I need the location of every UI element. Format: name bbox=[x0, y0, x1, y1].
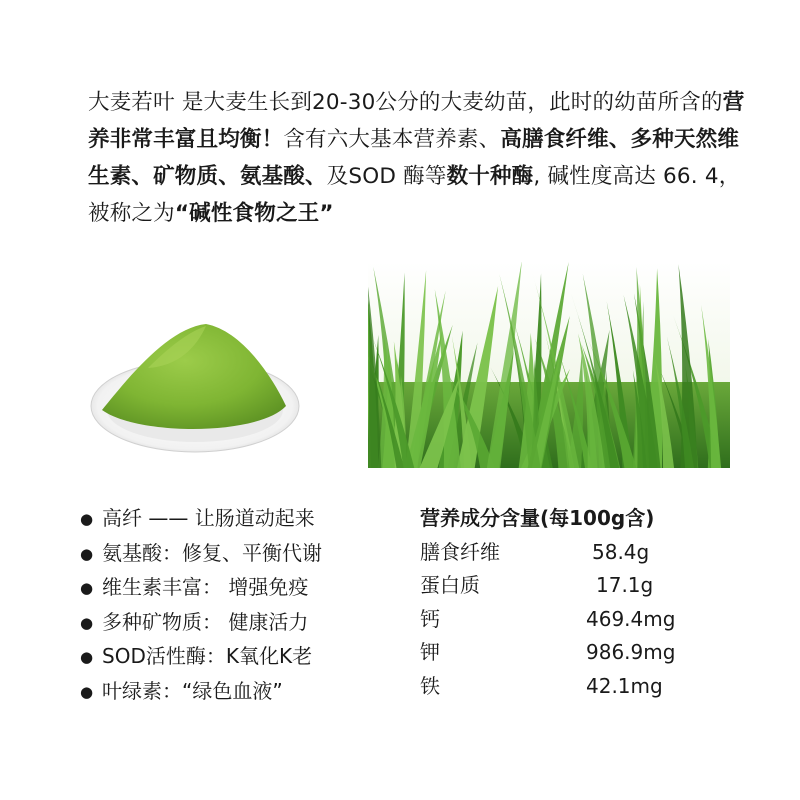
bullet-icon: ● bbox=[80, 510, 94, 528]
nutrition-row bbox=[420, 670, 750, 704]
intro-segment-bold: “碱性食物之王” bbox=[174, 201, 334, 226]
nutrition-row bbox=[420, 603, 750, 637]
nutrient-name: 膳食纤维 bbox=[420, 539, 500, 564]
barley-grass-image bbox=[368, 262, 730, 468]
nutrition-row bbox=[420, 636, 750, 670]
nutrient-name: 钾 bbox=[420, 640, 440, 664]
barley-powder-image bbox=[88, 318, 302, 458]
intro-segment-bold: 高膳食纤维、多种天然维生素、矿物质、氨基酸、 bbox=[88, 127, 740, 189]
feature-text: SOD活性酶：K氧化K老 bbox=[102, 644, 313, 668]
feature-text: 氨基酸：修复、平衡代谢 bbox=[102, 540, 322, 565]
feature-item bbox=[80, 675, 400, 710]
nutrient-name: 铁 bbox=[420, 673, 440, 698]
nutrient-name: 钙 bbox=[420, 606, 440, 631]
nutrient-value: 17.1g bbox=[596, 573, 654, 597]
feature-text: 维生素丰富： 增强免疫 bbox=[102, 575, 309, 599]
bullet-icon: ● bbox=[80, 648, 94, 666]
feature-text: 叶绿素：“绿色血液” bbox=[102, 678, 283, 703]
feature-text: 多种矿物质： 健康活力 bbox=[102, 609, 309, 634]
nutrition-row bbox=[420, 536, 750, 570]
intro-paragraph bbox=[88, 84, 748, 232]
feature-item bbox=[80, 606, 400, 641]
nutrition-title: 营养成分含量(每100g含) bbox=[420, 506, 655, 530]
bullet-icon: ● bbox=[80, 613, 94, 632]
feature-item bbox=[80, 571, 400, 606]
feature-list bbox=[80, 502, 400, 709]
feature-text: 高纤 —— 让肠道动起来 bbox=[102, 506, 315, 530]
bullet-icon: ● bbox=[80, 682, 94, 701]
nutrient-name: 蛋白质 bbox=[420, 573, 480, 597]
intro-segment: 大麦若叶 是大麦生长到20-30公分的大麦幼苗，此时的幼苗所含的 bbox=[88, 90, 723, 115]
bullet-icon: ● bbox=[80, 579, 94, 597]
nutrient-value: 986.9mg bbox=[586, 640, 676, 664]
intro-segment: , 碱性度高达 66. 4，被称之为 bbox=[88, 164, 741, 226]
nutrition-row bbox=[420, 569, 750, 603]
nutrient-value: 469.4mg bbox=[586, 606, 676, 631]
bullet-icon: ● bbox=[80, 544, 94, 563]
nutrition-table bbox=[420, 502, 750, 703]
intro-segment-bold: 数十种酶 bbox=[446, 164, 534, 189]
intro-segment: 含有六大基本营养素、 bbox=[283, 127, 501, 152]
nutrient-value: 42.1mg bbox=[586, 673, 663, 698]
feature-item bbox=[80, 537, 400, 572]
intro-segment: 及SOD 酶等 bbox=[326, 164, 447, 189]
feature-item bbox=[80, 640, 400, 675]
nutrient-value: 58.4g bbox=[592, 539, 650, 564]
intro-segment-bold: 营养非常丰富且均衡！ bbox=[88, 90, 745, 152]
feature-item bbox=[80, 502, 400, 537]
